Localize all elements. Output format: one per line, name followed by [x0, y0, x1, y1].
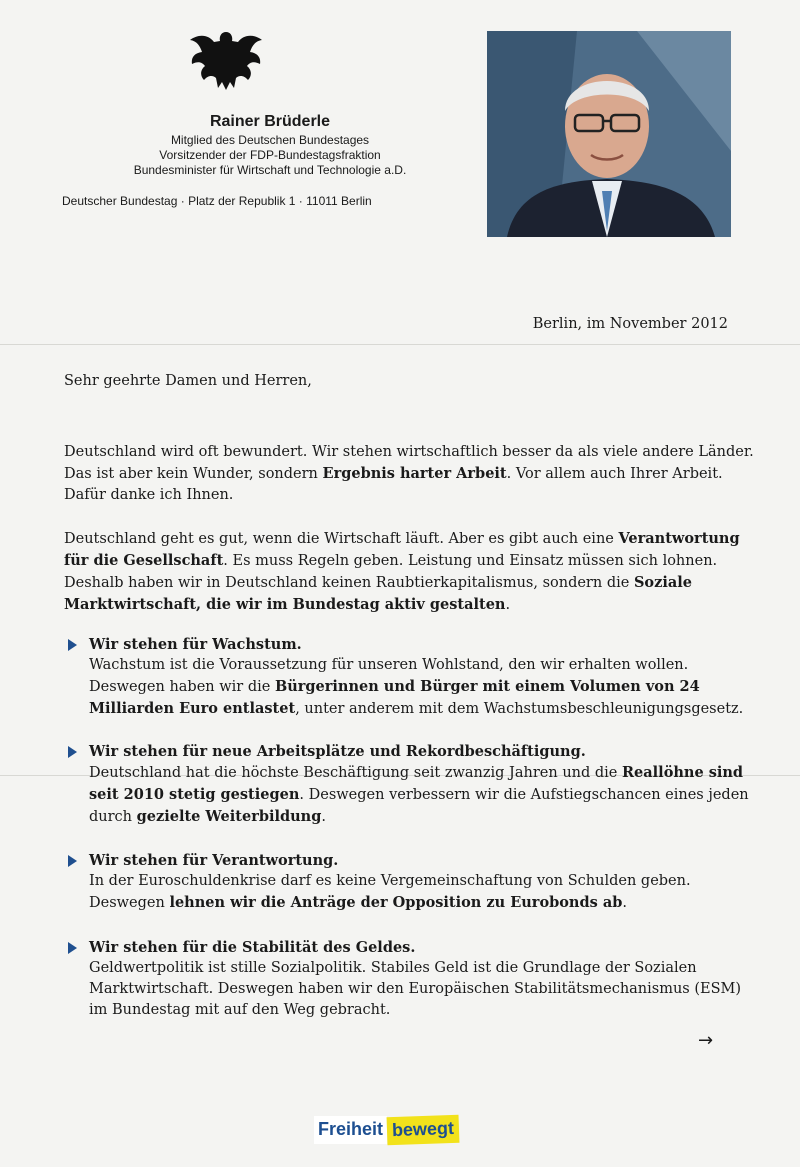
bullet-title: Wir stehen für neue Arbeitsplätze und Rekordbeschäftigung. — [89, 743, 586, 760]
bullet-text — [68, 655, 758, 720]
bullet-text — [68, 762, 758, 828]
triangle-bullet-icon — [68, 639, 77, 651]
salutation: Sehr geehrte Damen und Herren, — [64, 373, 312, 389]
b2-text-a: Deutschland hat die höchste Beschäftigung seit zwanzig Jahren und die — [89, 765, 622, 781]
p2-text-a: Deutschland geht es gut, wenn die Wirtschaft läuft. Aber es gibt auch eine — [64, 531, 619, 547]
bullet-text — [68, 871, 758, 914]
sender-title-1: Mitglied des Deutschen Bundestages — [170, 133, 370, 147]
bullet-text: Geldwertpolitik ist stille Sozialpolitik. Stabiles Geld ist die Grundlage der Sozialen Marktwirtschaft. Deswegen haben wir den Europäischen Stabilitätsmechanismus (ESM) im Bundestag mit auf den Weg gebracht. — [89, 960, 742, 1018]
p2-bold-2: Soziale Marktwirtschaft, die wir im Bundestag aktiv gestalten — [64, 574, 692, 613]
paragraph-1 — [64, 442, 754, 506]
logo-part-2: bewegt — [387, 1115, 460, 1145]
triangle-bullet-icon — [68, 855, 77, 867]
b2-text-e: . — [321, 809, 326, 825]
b3-text-a: In der Euroschuldenkrise darf es keine Vergemeinschaftung von Schulden geben. Deswegen — [89, 873, 691, 911]
portrait-photo — [487, 31, 731, 237]
continue-arrow-icon: → — [698, 1030, 714, 1051]
bullet-stability — [68, 937, 758, 1021]
b2-bold-1: Reallöhne sind seit 2010 stetig gestiegen — [89, 764, 744, 803]
b1-text-a: Wachstum ist die Voraussetzung für unseren Wohlstand, den wir erhalten wollen. Deswegen haben wir die — [89, 657, 689, 695]
bullet-title: Wir stehen für die Stabilität des Geldes. — [89, 939, 416, 956]
bullet-growth — [68, 634, 758, 720]
p1-text-c: . Vor allem auch Ihrer Arbeit. Dafür danke ich Ihnen. — [64, 466, 723, 503]
bullet-title: Wir stehen für Verantwortung. — [89, 852, 339, 869]
b1-text-c: , unter anderem mit dem Wachstumsbeschleunigungsgesetz. — [295, 701, 744, 717]
bullet-responsibility — [68, 850, 758, 914]
sender-address: Deutscher Bundestag · Platz der Republik 1 · 11011 Berlin — [62, 194, 372, 208]
fdp-slogan-logo — [314, 1116, 459, 1144]
logo-part-1: Freiheit — [314, 1116, 387, 1144]
b2-bold-2: gezielte Weiterbildung — [136, 808, 322, 825]
triangle-bullet-icon — [68, 746, 77, 758]
bundestag-eagle-icon — [188, 28, 264, 92]
triangle-bullet-icon — [68, 942, 77, 954]
b1-bold: Bürgerinnen und Bürger mit einem Volumen von 24 Milliarden Euro entlastet — [89, 678, 700, 717]
fold-line — [0, 344, 800, 345]
p1-text-a: Deutschland wird oft bewundert. Wir stehen wirtschaftlich besser da als viele andere Länder. Das ist aber kein Wunder, sondern — [64, 444, 754, 482]
sender-name: Rainer Brüderle — [209, 113, 331, 130]
b2-text-c: . Deswegen verbessern wir die Aufstiegschancen eines jeden durch — [89, 787, 749, 825]
b3-text-c: . — [622, 895, 627, 911]
p2-text-e: . — [505, 597, 511, 613]
p2-text-c: . Es muss Regeln geben. Leistung und Einsatz müssen sich lohnen. Deshalb haben wir in Deutschland keinen Raubtierkapitalismus, sondern die — [64, 553, 718, 591]
p1-bold: Ergebnis harter Arbeit — [322, 465, 507, 482]
sender-title-3: Bundesminister für Wirtschaft und Technologie a.D. — [133, 163, 407, 177]
bullet-title: Wir stehen für Wachstum. — [89, 636, 302, 653]
sender-title-2: Vorsitzender der FDP-Bundestagsfraktion — [159, 148, 381, 162]
bullet-employment — [68, 741, 758, 828]
b3-bold: lehnen wir die Anträge der Opposition zu Eurobonds ab — [169, 894, 623, 911]
letter-date: Berlin, im November 2012 — [532, 316, 728, 332]
sender-block — [80, 113, 460, 178]
p2-bold-1: Verantwortung für die Gesellschaft — [64, 530, 740, 569]
paragraph-2 — [64, 528, 754, 616]
